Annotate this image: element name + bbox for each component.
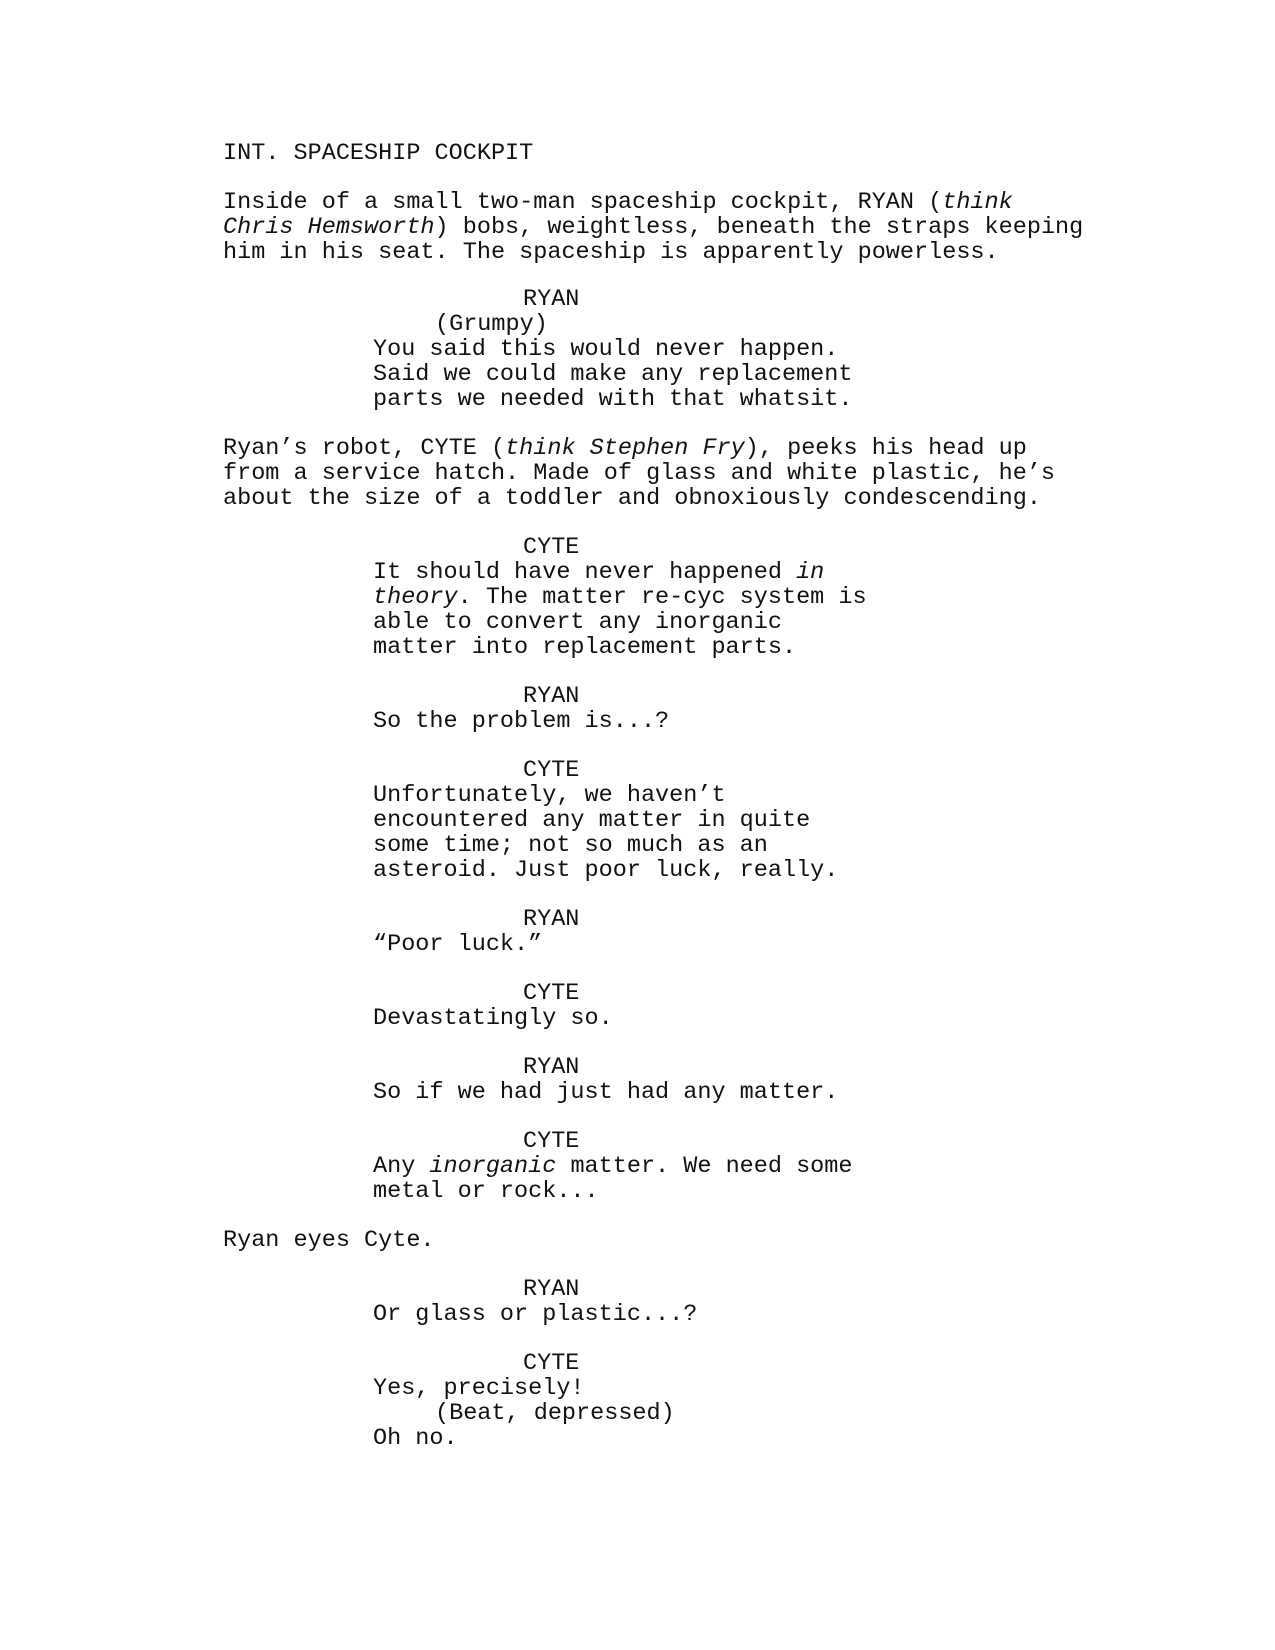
character-cue: CYTE [523, 980, 580, 1007]
dialogue-line: Said we could make any replacement [373, 361, 853, 388]
dialogue-line: “Poor luck.” [373, 931, 543, 958]
character-cue: CYTE [523, 1128, 580, 1155]
action-line: from a service hatch. Made of glass and white plastic, he’s [223, 460, 1056, 487]
character-cue: RYAN [523, 1054, 580, 1081]
action-italic-text: think [942, 189, 1013, 216]
dialogue-line: parts we needed with that whatsit. [373, 386, 853, 413]
character-cue: RYAN [523, 906, 580, 933]
action-line: Ryan eyes Cyte. [223, 1227, 435, 1254]
dialogue-line: some time; not so much as an [373, 832, 768, 859]
dialogue-line [373, 586, 867, 611]
dialogue-line: encountered any matter in quite [373, 807, 811, 834]
character-cue: RYAN [523, 286, 580, 313]
dialogue-line: metal or rock... [373, 1178, 599, 1205]
action-text: Ryan’s robot, CYTE ( [223, 435, 506, 462]
dialogue-line: able to convert any inorganic [373, 609, 782, 636]
action-line: him in his seat. The spaceship is apparently powerless. [223, 239, 999, 266]
action-line [223, 437, 1027, 462]
dialogue-text: matter. We need some [556, 1153, 853, 1180]
dialogue-line: Oh no. [373, 1425, 458, 1452]
character-cue: CYTE [523, 534, 580, 561]
character-cue: CYTE [523, 757, 580, 784]
parenthetical: (Beat, depressed) [435, 1400, 675, 1427]
character-cue: CYTE [523, 1350, 580, 1377]
dialogue-italic-text: in [796, 559, 825, 586]
dialogue-line: Devastatingly so. [373, 1005, 613, 1032]
dialogue-line: asteroid. Just poor luck, really. [373, 857, 839, 884]
action-line [223, 216, 1083, 241]
character-cue: RYAN [523, 683, 580, 710]
dialogue-line: Unfortunately, we haven’t [373, 782, 726, 809]
action-italic-text: Chris Hemsworth [223, 214, 435, 241]
dialogue-italic-text: inorganic [429, 1153, 557, 1180]
dialogue-line: matter into replacement parts. [373, 634, 797, 661]
action-text: Inside of a small two-man spaceship cockpit, RYAN ( [223, 189, 943, 216]
dialogue-line: So the problem is...? [373, 708, 670, 735]
action-italic-text: think Stephen Fry [505, 435, 745, 462]
dialogue-text: Any [373, 1153, 430, 1180]
dialogue-text: It should have never happened [373, 559, 797, 586]
dialogue-line: Yes, precisely! [373, 1375, 585, 1402]
dialogue-line [373, 1155, 853, 1180]
action-line: about the size of a toddler and obnoxiously condescending. [223, 485, 1041, 512]
scene-heading: INT. SPACESHIP COCKPIT [223, 140, 534, 167]
action-line [223, 191, 1013, 216]
character-cue: RYAN [523, 1276, 580, 1303]
dialogue-text: . The matter re-cyc system is [457, 584, 867, 611]
action-text: ), peeks his head up [744, 435, 1027, 462]
dialogue-line [373, 561, 824, 586]
parenthetical: (Grumpy) [435, 311, 548, 338]
dialogue-line: So if we had just had any matter. [373, 1079, 839, 1106]
dialogue-line: You said this would never happen. [373, 336, 839, 363]
action-text: ) bobs, weightless, beneath the straps keeping [434, 214, 1084, 241]
dialogue-line: Or glass or plastic...? [373, 1301, 698, 1328]
dialogue-italic-text: theory [373, 584, 458, 611]
